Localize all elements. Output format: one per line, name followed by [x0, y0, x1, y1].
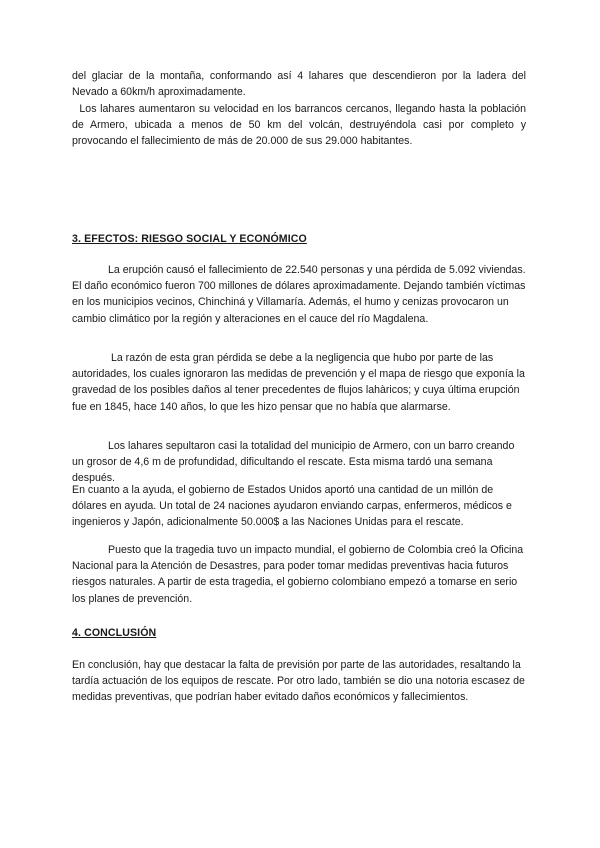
section-3-paragraph-3: Los lahares sepultaron casi la totalidad del municipio de Armero, con un barro creando un grosor de 4,6 m de profundidad, dificultando el rescate. Esta misma tardó una semana después.	[72, 440, 515, 485]
section-4-heading: 4. CONCLUSIÓN	[72, 627, 157, 639]
section-4-paragraph-1: En conclusión, hay que destacar la falta de previsión por parte de las autoridades, resaltando la tardía actuación de los equipos de rescate. Por otro lado, también se dio una notoria escasez de medidas preventivas, que podrían haber evitado daños económicos y fallecimientos.	[72, 659, 525, 704]
section-3-paragraph-2: La razón de esta gran pérdida se debe a la negligencia que hubo por parte de las autoridades, los cuales ignoraron las medidas de prevención y el mapa de riesgo que exponía la gravedad de los posibles daños al tener precedentes de flujos lahàricos; y cuya última erupción fue en 1845, hace 140 años, lo que les hizo pensar que no había que alarmarse.	[72, 352, 528, 413]
section-3-paragraph-1: La erupción causó el fallecimiento de 22.540 personas y una pérdida de 5.092 viviendas. El daño económico fueron 700 millones de dólares aproximadamente. Dejando también víctimas en los municipios vecinos, Chinchiná y Villamaría. Además, el humo y cenizas provocaron un cambio climático por la región y alteraciones en el cauce del río Magdalena.	[72, 264, 526, 325]
section-3-paragraph-4: En cuanto a la ayuda, el gobierno de Estados Unidos aportó una cantidad de un millón de dólares en ayuda. Un total de 24 naciones ayudaron enviando carpas, enfermeros, médicos e ingenieros y Japón, adicionalmente 50.000$ a las Naciones Unidas para el rescate.	[72, 484, 512, 529]
intro-paragraph-1: del glaciar de la montaña, conformando así 4 lahares que descendieron por la ladera del Nevado a 60km/h aproximadamente.	[72, 70, 526, 99]
section-3-heading: 3. EFECTOS: RIESGO SOCIAL Y ECONÓMICO	[72, 233, 307, 245]
section-3-paragraph-5: Puesto que la tragedia tuvo un impacto mundial, el gobierno de Colombia creó la Oficina Nacional para la Atención de Desastres, para poder tomar medidas preventivas hacia futuros riesgos naturales. A partir de esta tragedia, el gobierno colombiano empezó a tomarse en serio los planes de prevención.	[72, 544, 524, 605]
intro-paragraph-2: Los lahares aumentaron su velocidad en los barrancos cercanos, llegando hasta la población de Armero, ubicada a menos de 50 km del volcán, destruyéndola casi por completo y provocando el fallecimiento de más de 20.000 de sus 29.000 habitantes.	[72, 103, 529, 148]
